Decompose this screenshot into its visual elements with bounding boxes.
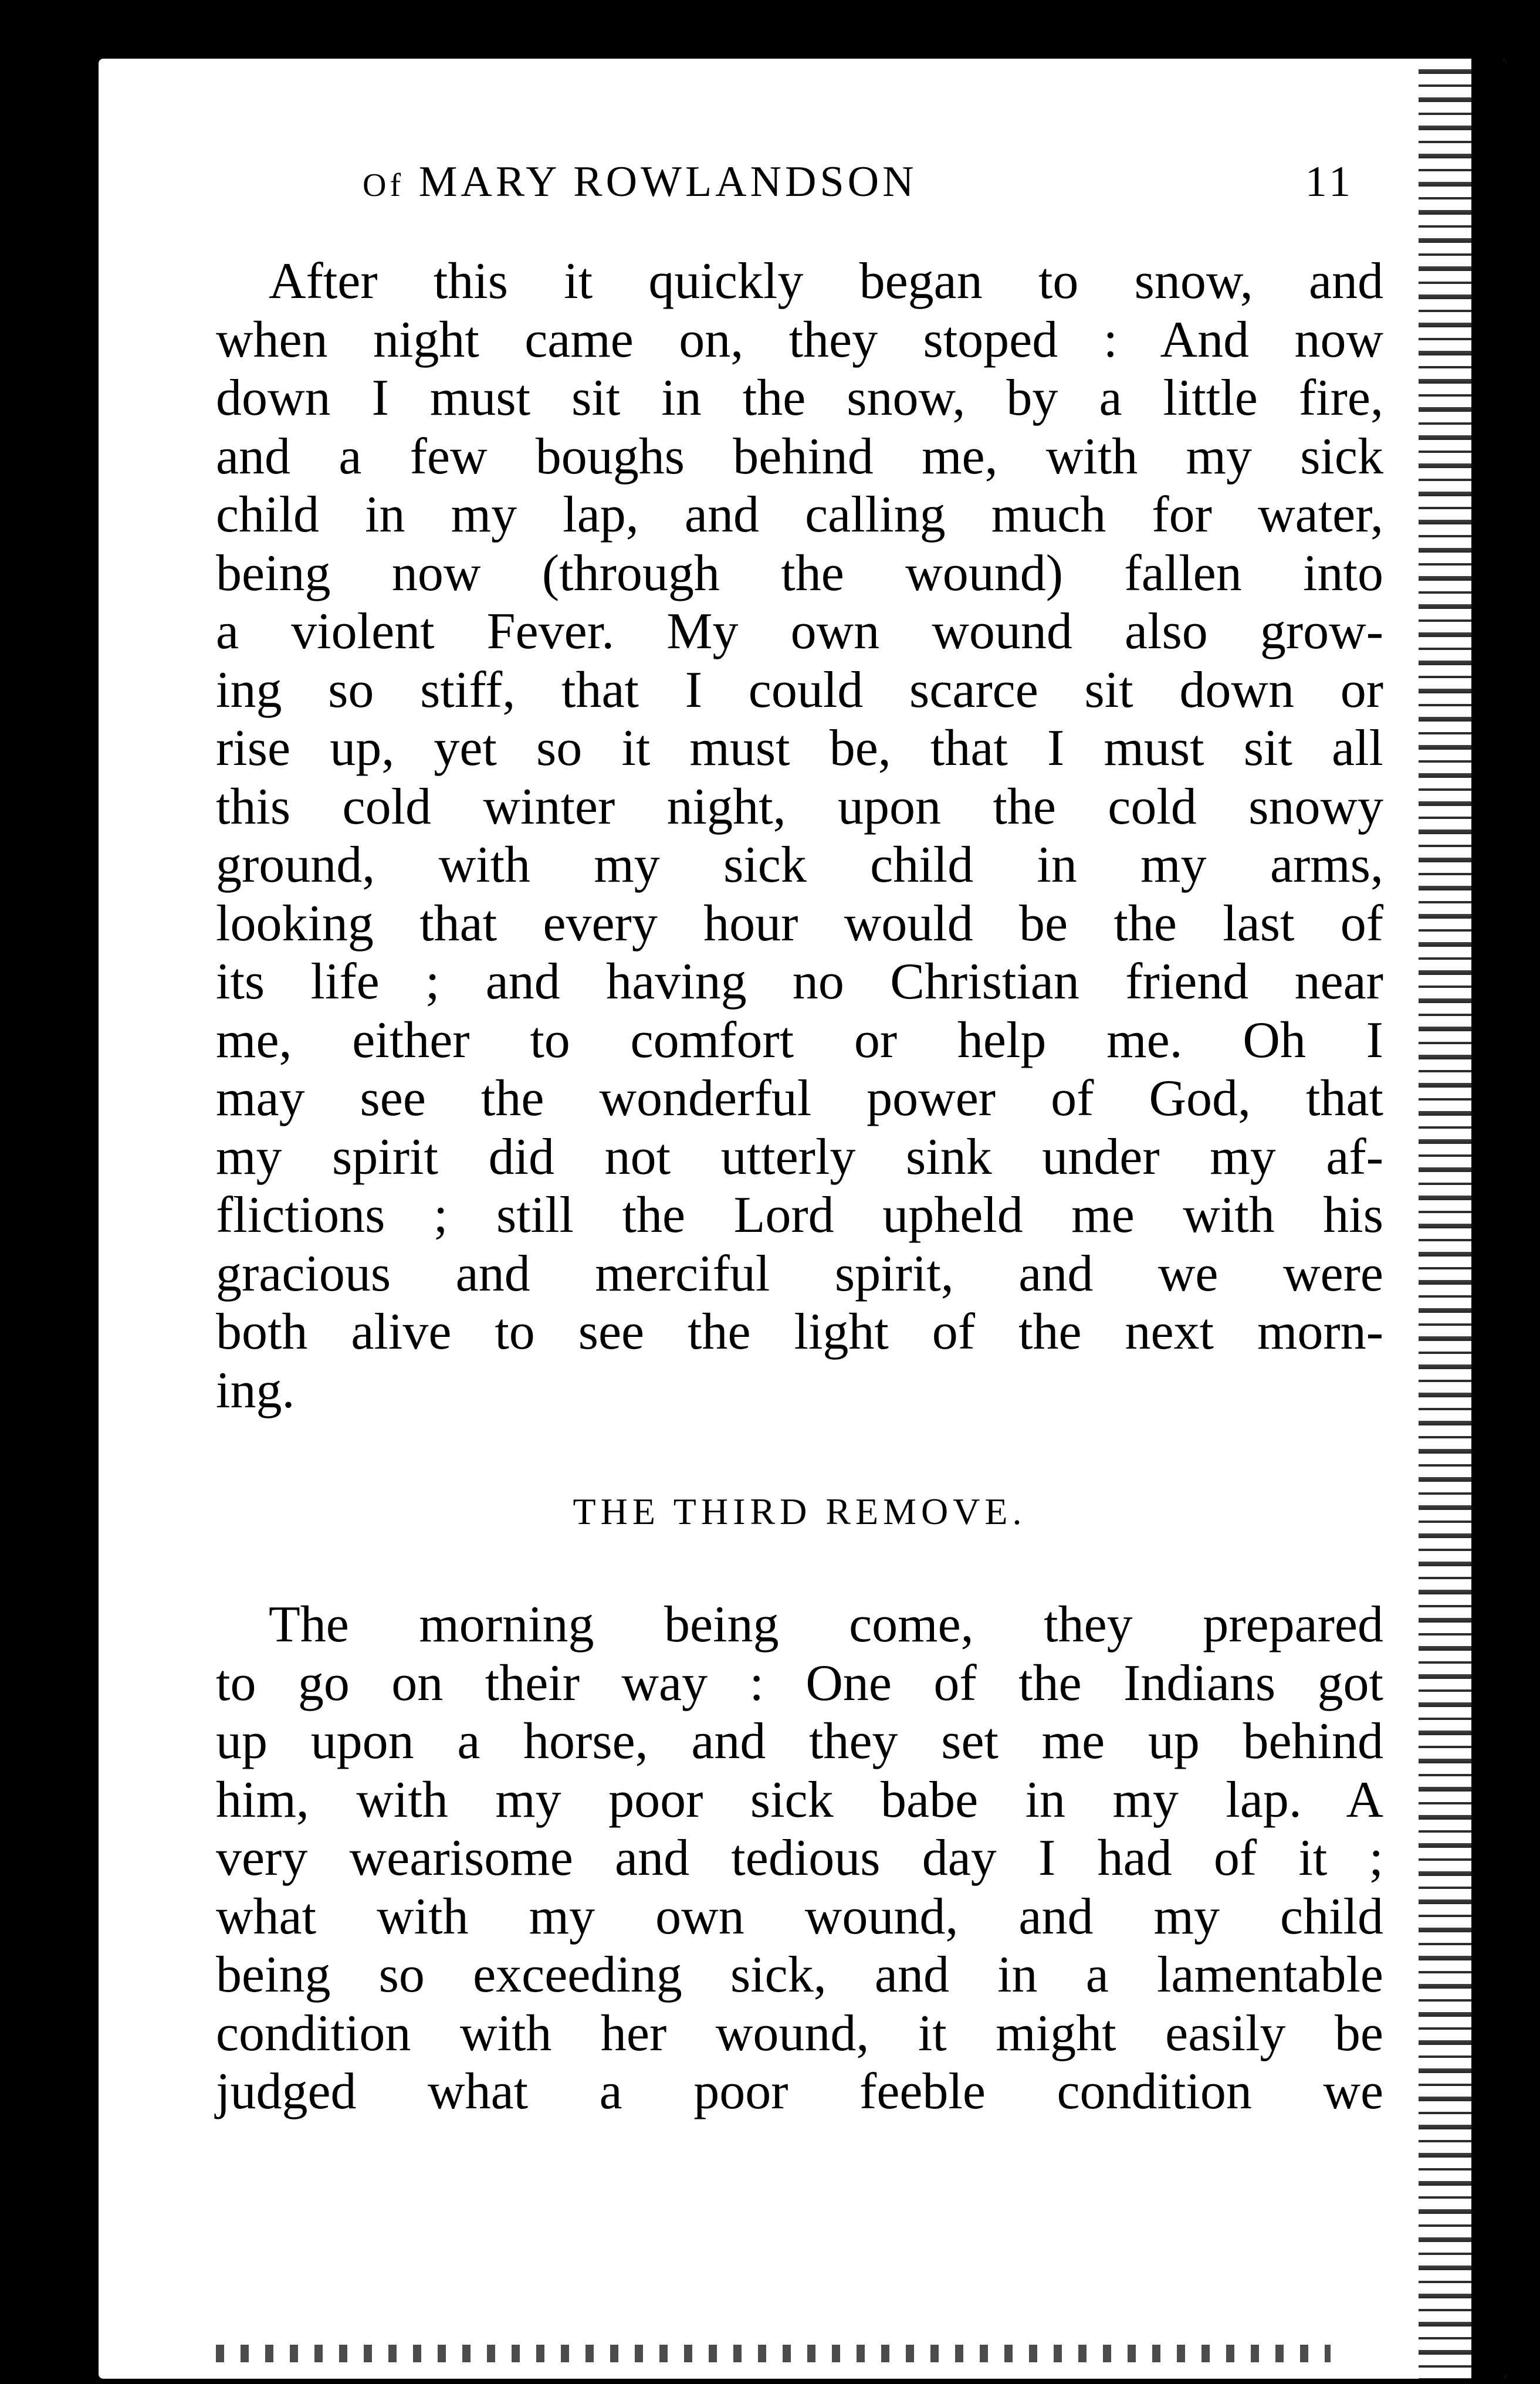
- text-line: being now (through the wound) fallen into: [216, 544, 1383, 602]
- text-line: a violent Fever. My own wound also grow-: [216, 603, 1383, 660]
- page-header: [292, 157, 1360, 216]
- text-line: flictions ; still the Lord upheld me with his: [216, 1187, 1383, 1244]
- text-line: ing so stiff, that I could scarce sit down or: [216, 661, 1383, 719]
- text-line: condition with her wound, it might easily be: [216, 2004, 1383, 2062]
- text-line: down I must sit in the snow, by a little fire,: [216, 370, 1383, 426]
- text-line: judged what a poor feeble condition we: [216, 2063, 1383, 2120]
- page-edge-dark: [1471, 59, 1507, 2379]
- paragraph-two: [216, 1596, 1383, 2121]
- text-line: may see the wonderful power of God, that: [216, 1070, 1383, 1127]
- text-line: very wearisome and tedious day I had of it ;: [216, 1830, 1383, 1887]
- text-line: what with my own wound, and my child: [216, 1888, 1383, 1945]
- text-line: and a few boughs behind me, with my sick: [216, 428, 1383, 485]
- text-line: being so exceeding sick, and in a lamentable: [216, 1946, 1383, 2003]
- section-heading: THE THIRD REMOVE.: [573, 1491, 1027, 1532]
- text-line: both alive to see the light of the next morn-: [216, 1303, 1383, 1360]
- text-line: to go on their way : One of the Indians got: [216, 1654, 1383, 1712]
- page-number: 11: [1305, 158, 1354, 206]
- running-title-main: MARY ROWLANDSON: [404, 158, 918, 206]
- text-line: its life ; and having no Christian friend near: [216, 953, 1383, 1010]
- text-line: The morning being come, they prepared: [269, 1596, 1383, 1653]
- running-title-prefix: Of: [363, 167, 405, 204]
- book-page: [99, 59, 1507, 2379]
- text-line: looking that every hour would be the last of: [216, 895, 1383, 952]
- text-line: him, with my poor sick babe in my lap. A: [216, 1771, 1383, 1828]
- text-line: ground, with my sick child in my arms,: [216, 837, 1383, 893]
- text-line: rise up, yet so it must be, that I must sit all: [216, 720, 1383, 777]
- text-line: me, either to comfort or help me. Oh I: [216, 1011, 1383, 1069]
- text-line: After this it quickly began to snow, and: [269, 253, 1383, 310]
- text-line: ing.: [216, 1362, 295, 1419]
- text-line: gracious and merciful spirit, and we were: [216, 1245, 1383, 1302]
- text-line: my spirit did not utterly sink under my af-: [216, 1128, 1383, 1186]
- running-title: [363, 157, 918, 207]
- paragraph-one: [216, 252, 1383, 1420]
- binding-shadow: [49, 1560, 67, 1760]
- bottom-scan-noise: [216, 2345, 1331, 2362]
- text-line: when night came on, they stoped : And now: [216, 311, 1383, 368]
- text-line: child in my lap, and calling much for water,: [216, 486, 1383, 543]
- text-line: this cold winter night, upon the cold snowy: [216, 778, 1383, 835]
- text-line: up upon a horse, and they set me up behind: [216, 1713, 1383, 1770]
